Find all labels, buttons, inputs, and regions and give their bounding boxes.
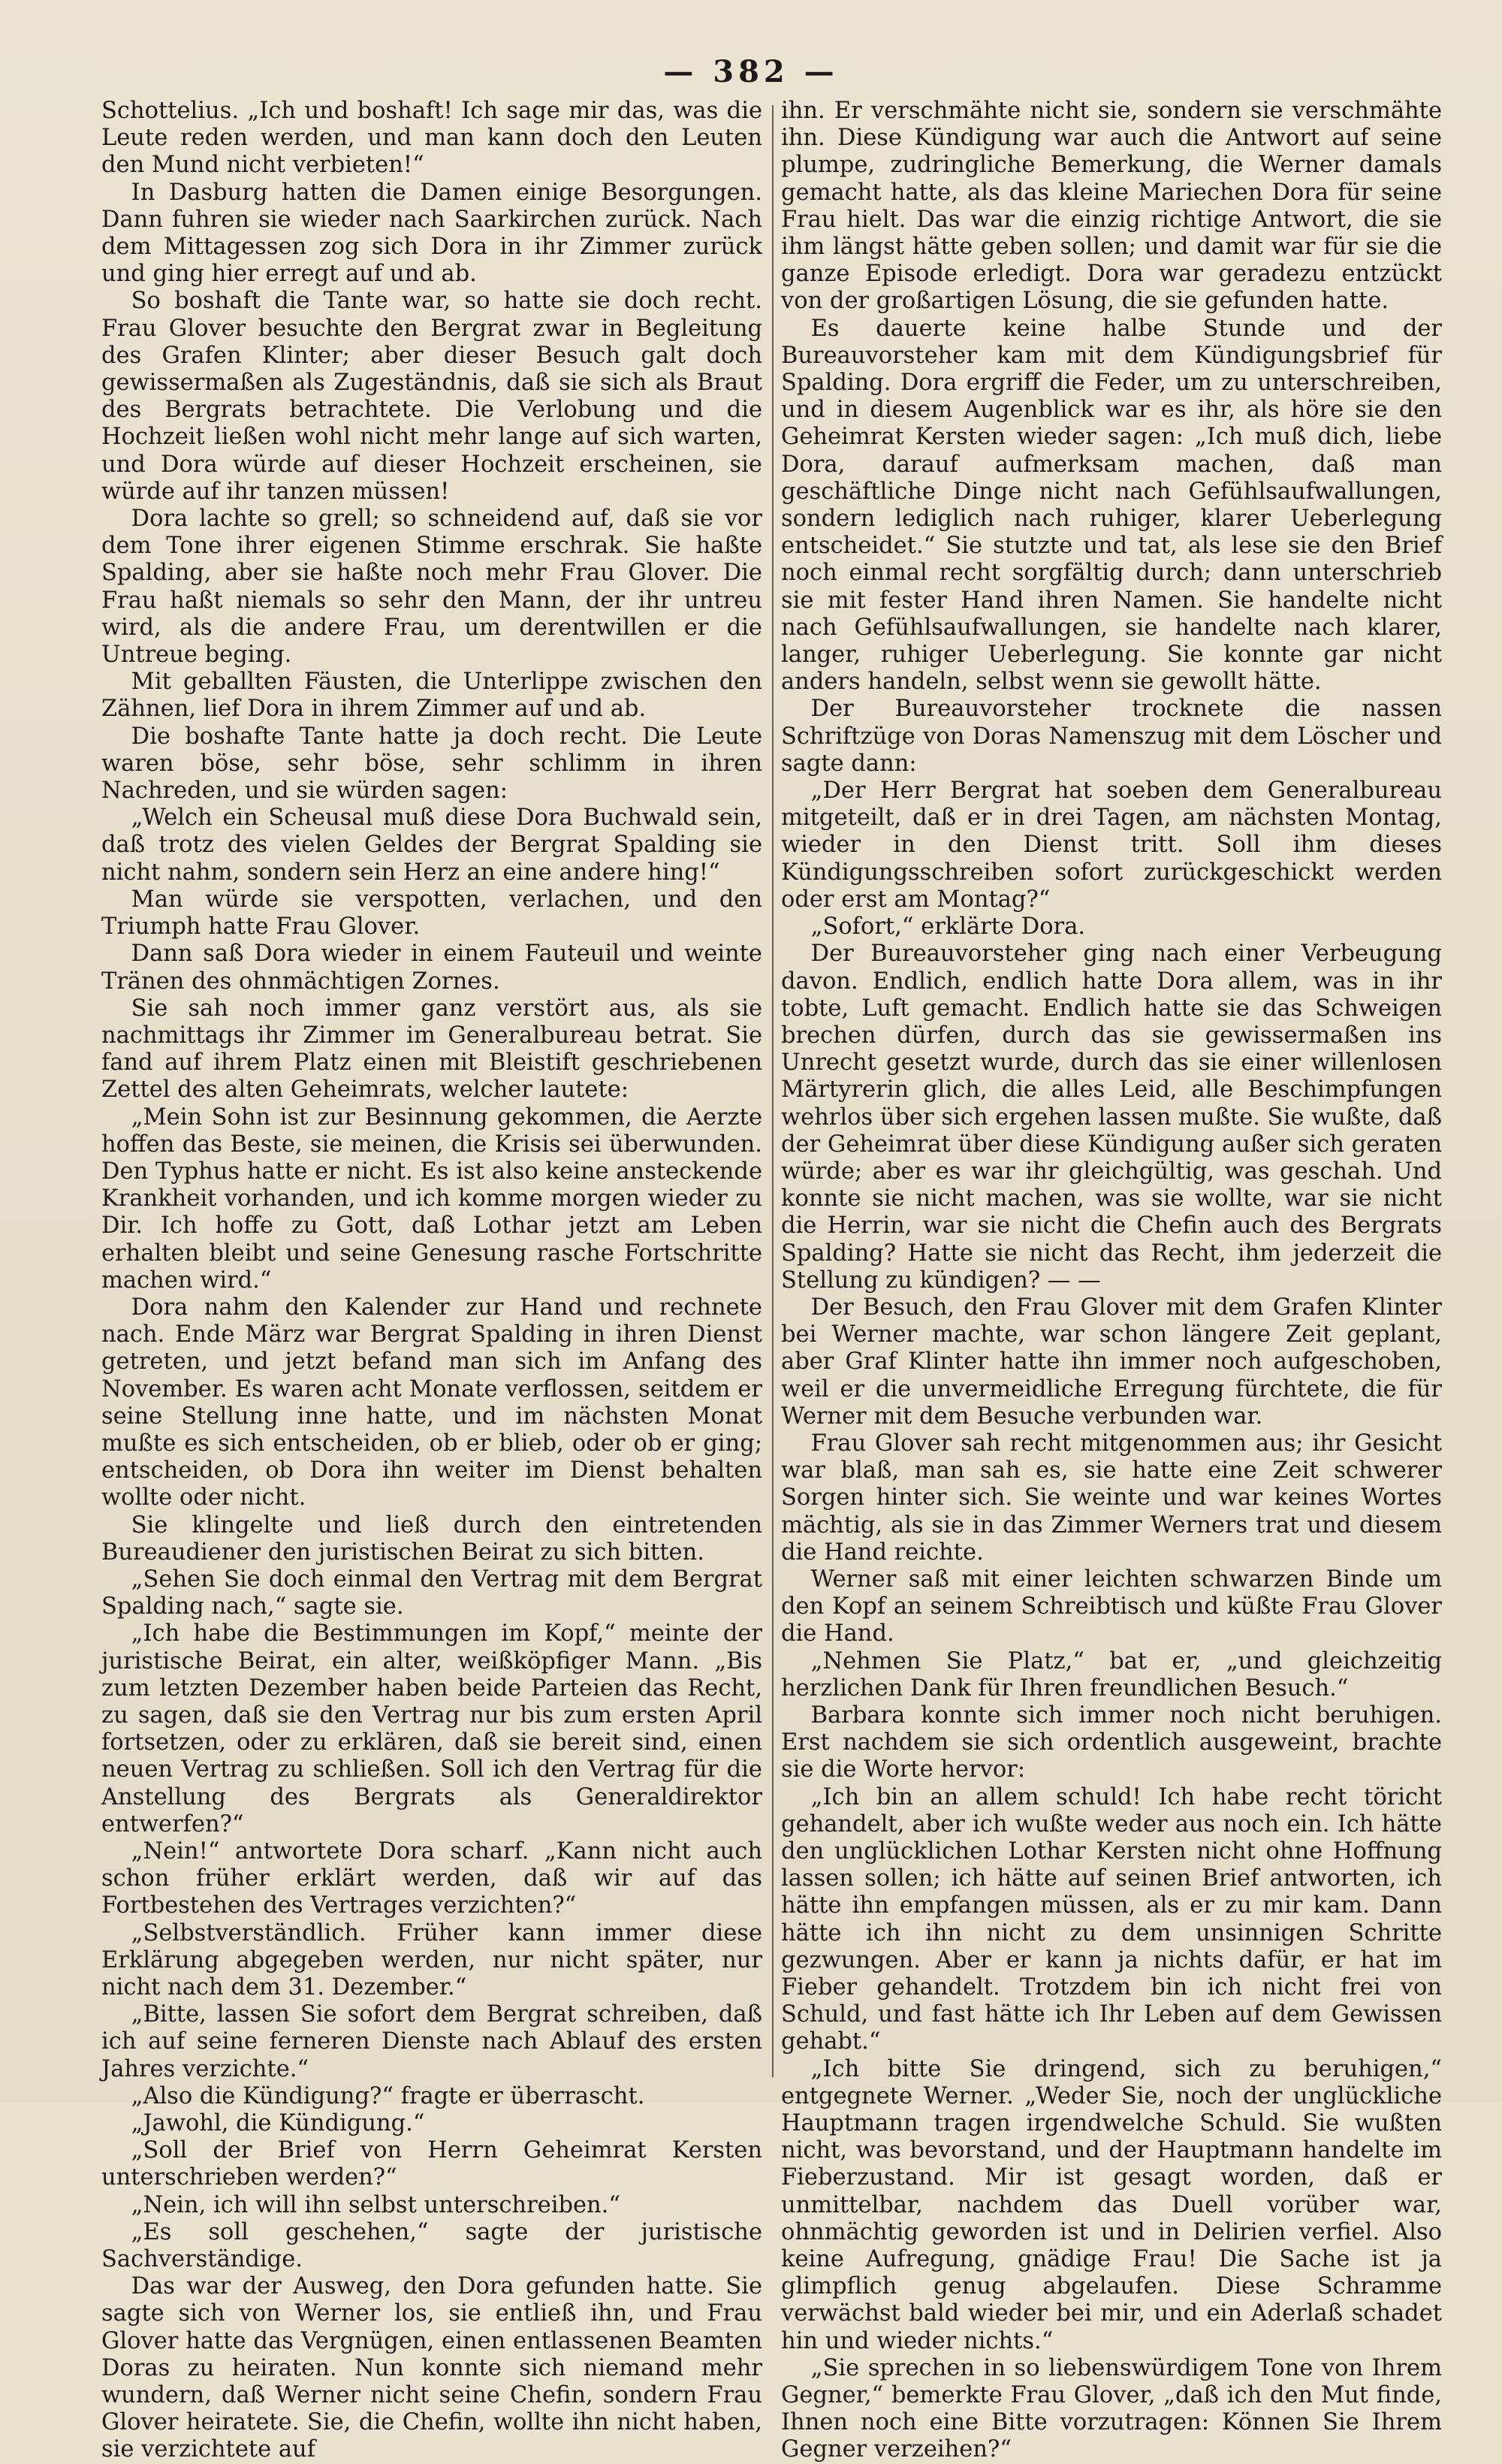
paragraph: „Es soll geschehen,“ sagte der juristische Sachverständige. xyxy=(101,2218,762,2273)
paragraph: „Sie sprechen in so liebenswürdigem Tone von Ihrem Gegner,“ bemerkte Frau Glover, „daß ich den Mut finde, Ihnen noch eine Bitte vorzutragen: Können Sie Ihrem Gegner verzeihen?“ xyxy=(781,2354,1442,2463)
paragraph: Sie sah noch immer ganz verstört aus, als sie nachmittags ihr Zimmer im Generalbureau betrat. Sie fand auf ihrem Platz einen mit Bleistift geschriebenen Zettel des alten Geheimrats, welcher lautete: xyxy=(101,995,762,1104)
paragraph: Der Bureauvorsteher trocknete die nassen Schriftzüge von Doras Namenszug mit dem Löscher und sagte dann: xyxy=(781,696,1442,777)
paragraph: ihn. Er verschmähte nicht sie, sondern sie verschmähte ihn. Diese Kündigung war auch die Antwort auf seine plumpe, zudringliche Bemerkung, die Werner damals gemacht hatte, als das kleine Mariechen Dora für seine Frau hielt. Das war die einzig richtige Antwort, die sie ihm längst hätte geben sollen; und damit war für sie die ganze Episode erledigt. Dora war geradezu entzückt von der großartigen Lösung, die sie gefunden hatte. xyxy=(781,98,1442,315)
paragraph: „Der Herr Bergrat hat soeben dem Generalbureau mitgeteilt, daß er in drei Tagen, am nächsten Montag, wieder in den Dienst tritt. Soll ihm dieses Kündigungsschreiben sofort zurückgeschickt werden oder erst am Montag?“ xyxy=(781,778,1442,913)
paragraph: Man würde sie verspotten, verlachen, und den Triumph hatte Frau Glover. xyxy=(101,886,762,941)
paragraph: „Nehmen Sie Platz,“ bat er, „und gleichzeitig herzlichen Dank für Ihren freundlichen Besuch.“ xyxy=(781,1647,1442,1702)
paragraph: „Jawohl, die Kündigung.“ xyxy=(131,2110,425,2137)
column-divider xyxy=(772,105,774,2077)
paragraph: „Sofort,“ erklärte Dora. xyxy=(810,913,1086,941)
paragraph: Werner saß mit einer leichten schwarzen Binde um den Kopf an seinem Schreibtisch und küßte Frau Glover die Hand. xyxy=(781,1566,1442,1647)
paragraph: Mit geballten Fäusten, die Unterlippe zwischen den Zähnen, lief Dora in ihrem Zimmer auf und ab. xyxy=(101,669,762,723)
paragraph: In Dasburg hatten die Damen einige Besorgungen. Dann fuhren sie wieder nach Saarkirchen zurück. Nach dem Mittagessen zog sich Dora in ihr Zimmer zurück und ging hier erregt auf und ab. xyxy=(101,179,762,288)
left-text-column xyxy=(101,98,762,2463)
paragraph: „Selbstverständlich. Früher kann immer diese Erklärung abgegeben werden, nur nicht später, nur nicht nach dem 31. Dezember.“ xyxy=(101,1919,762,2001)
paragraph: „Ich bin an allem schuld! Ich habe recht töricht gehandelt, aber ich wußte weder aus noch ein. Ich hätte den unglücklichen Lothar Kersten nicht ohne Hoffnung lassen sollen; ich hätte auf seinen Brief antworten, ich hätte ihn empfangen müssen, als er zu mir kam. Dann hätte ich ihn nicht zu dem unsinnigen Schritte gezwungen. Aber er kann ja nichts dafür, er hat im Fieber gehandelt. Trotzdem bin ich nicht frei von Schuld, und fast hätte ich Ihr Leben auf dem Gewissen gehabt.“ xyxy=(781,1783,1442,2055)
paragraph: Sie klingelte und ließ durch den eintretenden Bureaudiener den juristischen Beirat zu sich bitten. xyxy=(101,1511,762,1566)
paragraph: Es dauerte keine halbe Stunde und der Bureauvorsteher kam mit dem Kündigungsbrief für Spalding. Dora ergriff die Feder, um zu unterschreiben, und in diesem Augenblick war es ihr, als höre sie den Geheimrat Kersten wieder sagen: „Ich muß dich, liebe Dora, darauf aufmerksam machen, daß man geschäftliche Dinge nicht nach Gefühlsaufwallungen, sondern lediglich nach ruhiger, klarer Ueberlegung entscheidet.“ Sie stutzte und tat, als lese sie den Brief noch einmal recht sorgfältig durch; dann unterschrieb sie mit fester Hand ihren Namen. Sie handelte nicht nach Gefühlsaufwallungen, sie handelte nach klarer, langer, ruhiger Ueberlegung. Sie konnte gar nicht anders handeln, selbst wenn sie gewollt hätte. xyxy=(781,315,1442,696)
page-number: — 382 — xyxy=(663,54,839,89)
paragraph: „Ich habe die Bestimmungen im Kopf,“ meinte der juristische Beirat, ein alter, weißköpfiger Mann. „Bis zum letzten Dezember haben beide Parteien das Recht, zu sagen, daß sie den Vertrag nur bis zum ersten April fortsetzen, oder zu erklären, daß sie bereit sind, einen neuen Vertrag zu schließen. Soll ich den Vertrag für die Anstellung des Bergrats als Generaldirektor entwerfen?“ xyxy=(101,1620,762,1837)
paragraph: Frau Glover sah recht mitgenommen aus; ihr Gesicht war blaß, man sah es, sie hatte eine Zeit schwerer Sorgen hinter sich. Sie weinte und war keines Wortes mächtig, als sie in das Zimmer Werners trat und diesem die Hand reichte. xyxy=(781,1430,1442,1566)
paragraph: Dora lachte so grell; so schneidend auf, daß sie vor dem Tone ihrer eigenen Stimme erschrak. Sie haßte Spalding, aber sie haßte noch mehr Frau Glover. Die Frau haßt niemals so sehr den Mann, der ihr untreu wird, als die andere Frau, um derentwillen er die Untreue beging. xyxy=(101,506,762,669)
paragraph: Barbara konnte sich immer noch nicht beruhigen. Erst nachdem sie sich ordentlich ausgeweint, brachte sie die Worte hervor: xyxy=(781,1702,1442,1783)
paragraph: Dann saß Dora wieder in einem Fauteuil und weinte Tränen des ohnmächtigen Zornes. xyxy=(101,941,762,995)
paragraph: „Nein, ich will ihn selbst unterschreiben.“ xyxy=(131,2191,620,2218)
paragraph: „Also die Kündigung?“ fragte er überrascht. xyxy=(131,2082,645,2109)
paragraph: Das war der Ausweg, den Dora gefunden hatte. Sie sagte sich von Werner los, sie entließ ihn, und Frau Glover hatte das Vergnügen, einen entlassenen Beamten Doras zu heiraten. Nun konnte sich niemand mehr wundern, daß Werner nicht seine Chefin, sondern Frau Glover heiratete. Sie, die Chefin, wollte ihn nicht haben, sie verzichtete auf xyxy=(101,2273,762,2463)
paragraph: Dora nahm den Kalender zur Hand und rechnete nach. Ende März war Bergrat Spalding in ihren Dienst getreten, und jetzt befand man sich im Anfang des November. Es waren acht Monate verflossen, seitdem er seine Stellung inne hatte, und im nächsten Monat mußte es sich entscheiden, ob er blieb, oder ob er ging; entscheiden, ob Dora ihn weiter im Dienst behalten wollte oder nicht. xyxy=(101,1294,762,1511)
paragraph: Schottelius. „Ich und boshaft! Ich sage mir das, was die Leute reden werden, und man kann doch den Leuten den Mund nicht verbieten!“ xyxy=(101,98,762,179)
right-text-column xyxy=(781,98,1442,2463)
paragraph: „Nein!“ antwortete Dora scharf. „Kann nicht auch schon früher erklärt werden, daß wir auf das Fortbestehen des Vertrages verzichten?“ xyxy=(101,1838,762,1919)
paragraph: „Sehen Sie doch einmal den Vertrag mit dem Bergrat Spalding nach,“ sagte sie. xyxy=(101,1566,762,1620)
paragraph: „Ich bitte Sie dringend, sich zu beruhigen,“ entgegnete Werner. „Weder Sie, noch der unglückliche Hauptmann tragen irgendwelche Schuld. Sie wußten nicht, was bevorstand, und der Hauptmann handelte im Fieberzustand. Mir ist gesagt worden, daß er unmittelbar, nachdem das Duell vorüber war, ohnmächtig geworden ist und in Delirien verfiel. Also keine Aufregung, gnädige Frau! Die Sache ist ja glimpflich genug abgelaufen. Diese Schramme verwächst bald wieder bei mir, und ein Aderlaß schadet hin und wieder nichts.“ xyxy=(781,2055,1442,2354)
paragraph: „Mein Sohn ist zur Besinnung gekommen, die Aerzte hoffen das Beste, sie meinen, die Krisis sei überwunden. Den Typhus hatte er nicht. Es ist also keine ansteckende Krankheit vorhanden, und ich komme morgen wieder zu Dir. Ich hoffe zu Gott, daß Lothar jetzt am Leben erhalten bleibt und seine Genesung rasche Fortschritte machen wird.“ xyxy=(101,1104,762,1294)
paragraph: Der Bureauvorsteher ging nach einer Verbeugung davon. Endlich, endlich hatte Dora allem, was in ihr tobte, Luft gemacht. Endlich hatte sie das Schweigen brechen dürfen, durch das sie gewissermaßen ins Unrecht gesetzt wurde, durch das sie einer willenlosen Märtyrerin glich, die alles Leid, alle Beschimpfungen wehrlos über sich ergehen lassen mußte. Sie wußte, daß der Geheimrat über diese Kündigung außer sich geraten würde; aber es war ihr gleichgültig, was geschah. Und konnte sie nicht machen, was sie wollte, war sie nicht die Herrin, war sie nicht die Chefin auch des Bergrats Spalding? Hatte sie nicht das Recht, ihm jederzeit die Stellung zu kündigen? — — xyxy=(781,941,1442,1294)
paragraph: Die boshafte Tante hatte ja doch recht. Die Leute waren böse, sehr böse, sehr schlimm in ihren Nachreden, und sie würden sagen: xyxy=(101,723,762,805)
paragraph: So boshaft die Tante war, so hatte sie doch recht. Frau Glover besuchte den Bergrat zwar in Begleitung des Grafen Klinter; aber dieser Besuch galt doch gewissermaßen als Zugeständnis, daß sie sich als Braut des Bergrats betrachtete. Die Verlobung und die Hochzeit ließen wohl nicht mehr lange auf sich warten, und Dora würde auf dieser Hochzeit erscheinen, sie würde auf ihr tanzen müssen! xyxy=(101,288,762,505)
paragraph: „Soll der Brief von Herrn Geheimrat Kersten unterschrieben werden?“ xyxy=(101,2137,762,2191)
paragraph: „Welch ein Scheusal muß diese Dora Buchwald sein, daß trotz des vielen Geldes der Bergrat Spalding sie nicht nahm, sondern sein Herz an eine andere hing!“ xyxy=(101,805,762,886)
paragraph: Der Besuch, den Frau Glover mit dem Grafen Klinter bei Werner machte, war schon längere Zeit geplant, aber Graf Klinter hatte ihn immer noch aufgeschoben, weil er die unvermeidliche Erregung fürchtete, die für Werner mit dem Besuche verbunden war. xyxy=(781,1294,1442,1430)
paragraph: „Bitte, lassen Sie sofort dem Bergrat schreiben, daß ich auf seine ferneren Dienste nach Ablauf des ersten Jahres verzichte.“ xyxy=(101,2001,762,2082)
